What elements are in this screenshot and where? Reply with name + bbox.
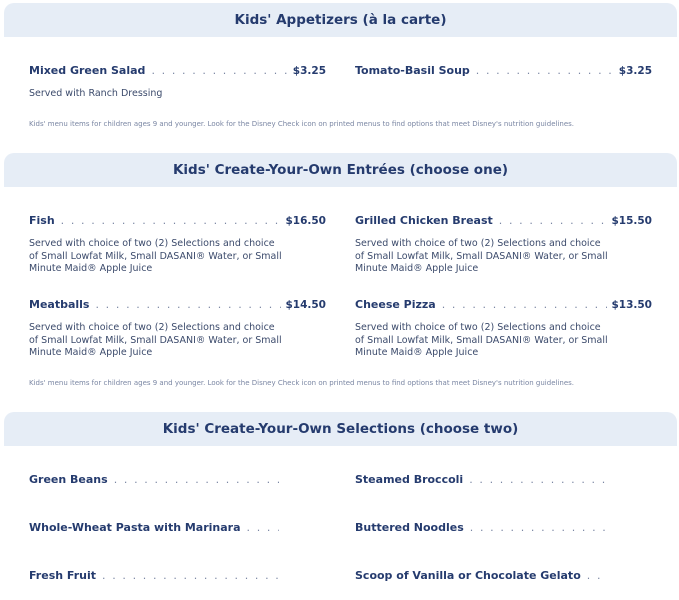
menu-item-cheese-pizza: [355, 298, 652, 360]
item-description: Served with choice of two (2) Selections and choice of Small Lowfat Milk, Small DASANI® Water, or Small Minute Maid® Apple Juice: [355, 238, 608, 274]
menu-item-grilled-chicken-breast: [355, 214, 652, 276]
menu-item-meatballs: [29, 298, 326, 360]
item-name: Grilled Chicken Breast: [355, 214, 493, 227]
item-price: $13.50: [611, 299, 652, 311]
leader-dots: [247, 521, 279, 534]
item-description: Served with choice of two (2) Selections and choice of Small Lowfat Milk, Small DASANI® Water, or Small Minute Maid® Apple Juice: [29, 322, 282, 358]
item-description: Served with Ranch Dressing: [29, 88, 163, 99]
leader-dots: [470, 521, 605, 534]
menu-item-mixed-green-salad: [29, 64, 326, 101]
leader-dots: [499, 214, 608, 227]
item-price: $3.25: [292, 65, 326, 77]
selection-gelato: [355, 569, 605, 585]
item-description: Served with choice of two (2) Selections and choice of Small Lowfat Milk, Small DASANI® Water, or Small Minute Maid® Apple Juice: [355, 322, 608, 358]
leader-dots: [476, 64, 615, 77]
leader-dots: [102, 569, 279, 582]
selection-whole-wheat-pasta: [29, 521, 279, 537]
leader-dots: [442, 298, 608, 311]
menu-item-fish: [29, 214, 326, 276]
leader-dots: [61, 214, 282, 227]
section-header-entrees: [4, 153, 677, 187]
section-title: Kids' Appetizers (à la carte): [234, 12, 447, 28]
item-name: Fish: [29, 214, 55, 227]
item-description: Served with choice of two (2) Selections and choice of Small Lowfat Milk, Small DASANI® Water, or Small Minute Maid® Apple Juice: [29, 238, 282, 274]
leader-dots: [469, 473, 605, 486]
item-name: Scoop of Vanilla or Chocolate Gelato: [355, 569, 581, 582]
item-price: $14.50: [285, 299, 326, 311]
item-name: Green Beans: [29, 473, 108, 486]
section-title: Kids' Create-Your-Own Entrées (choose one): [172, 162, 509, 178]
item-price: $15.50: [611, 215, 652, 227]
selection-buttered-noodles: [355, 521, 605, 537]
item-name: Meatballs: [29, 298, 90, 311]
leader-dots: [114, 473, 279, 486]
item-name: Whole-Wheat Pasta with Marinara: [29, 521, 241, 534]
selection-steamed-broccoli: [355, 473, 605, 489]
kids-menu-note: Kids' menu items for children ages 9 and younger. Look for the Disney Check icon on printed menus to find options that meet Disney's nutrition guidelines.: [29, 120, 575, 128]
selection-green-beans: [29, 473, 279, 489]
item-name: Tomato-Basil Soup: [355, 64, 470, 77]
item-name: Fresh Fruit: [29, 569, 96, 582]
section-title: Kids' Create-Your-Own Selections (choose two): [162, 421, 519, 437]
item-name: Cheese Pizza: [355, 298, 436, 311]
menu-item-tomato-basil-soup: [355, 64, 652, 80]
item-price: $3.25: [618, 65, 652, 77]
leader-dots: [151, 64, 288, 77]
selection-fresh-fruit: [29, 569, 279, 585]
item-name: Steamed Broccoli: [355, 473, 464, 486]
leader-dots: [587, 569, 605, 582]
item-name: Mixed Green Salad: [29, 64, 146, 77]
item-price: $16.50: [285, 215, 326, 227]
leader-dots: [95, 298, 281, 311]
kids-menu-note: Kids' menu items for children ages 9 and younger. Look for the Disney Check icon on printed menus to find options that meet Disney's nutrition guidelines.: [29, 379, 575, 387]
item-name: Buttered Noodles: [355, 521, 464, 534]
section-header-selections: [4, 412, 677, 446]
section-header-appetizers: [4, 3, 677, 37]
